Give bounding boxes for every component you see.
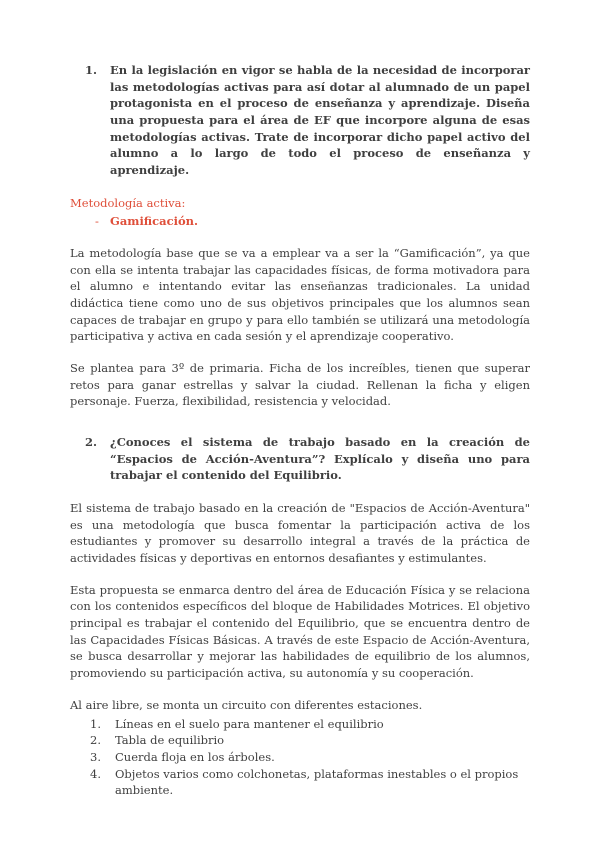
list-item-text: Tabla de equilibrio bbox=[115, 733, 225, 748]
list-item-number: 3. bbox=[90, 749, 101, 764]
question-1-number: 1. bbox=[85, 63, 98, 77]
question-1-text: En la legislación en vigor se habla de la necesidad de incorporar las metodologías activas para así dotar al alumnado de un papel protagonista en el proceso de enseñanza y aprendizaje. Diseña una propuesta para el área de EF que incorpore alguna de esas metodologías activas. Trate de incorporar dicho papel activo del alumno a lo largo de todo el proceso de enseñanza y aprendizaje. bbox=[110, 63, 530, 178]
question-1 bbox=[70, 62, 530, 179]
question-2-number: 2. bbox=[85, 435, 98, 450]
methodology-heading: Metodología activa: bbox=[70, 195, 186, 210]
gamification-bullet bbox=[70, 213, 530, 230]
bullet-dash: - bbox=[95, 214, 99, 229]
paragraph-gamification-explanation: La metodología base que se va a emplear va a ser la “Gamificación”, ya que con ella se intenta trabajar las capacidades físicas, de forma motivadora para el alumno e intentando evitar las enseñanzas tradicionales. La unidad didáctica tiene como uno de sus objetivos principales que los alumnos sean capaces de trabajar en grupo y para ello también se utilizará una metodología participativa y activa en cada sesión y el aprendizaje cooperativo. bbox=[70, 246, 530, 344]
list-item bbox=[70, 732, 530, 749]
station-list bbox=[70, 716, 530, 799]
paragraph-equilibrium-content: Esta propuesta se enmarca dentro del área de Educación Física y se relaciona con los contenidos específicos del bloque de Habilidades Motrices. El objetivo principal es trabajar el contenido del Equilibrio, que se encuentra dentro de las Capacidades Físicas Básicas. A través de este Espacio de Acción-Aventura, se busca desarrollar y mejorar las habilidades de equilibrio de los alumnos, promoviendo su participación activa, su autonomía y su cooperación. bbox=[70, 582, 530, 681]
list-item bbox=[70, 716, 530, 733]
list-item-number: 4. bbox=[90, 766, 101, 781]
list-item bbox=[70, 749, 530, 766]
question-2-text: ¿Conoces el sistema de trabajo basado en la creación de “Espacios de Acción-Aventura”? Explícalo y diseña uno para trabajar el contenido del Equilibrio. bbox=[110, 435, 530, 483]
bullet-label: Gamificación. bbox=[110, 214, 199, 229]
list-item bbox=[70, 766, 530, 799]
list-item-text: Líneas en el suelo para mantener el equilibrio bbox=[115, 716, 384, 731]
question-2 bbox=[70, 434, 530, 484]
paragraph-circuit-intro: Al aire libre, se monta un circuito con diferentes estaciones. bbox=[70, 697, 423, 712]
paragraph-action-adventure-definition: El sistema de trabajo basado en la creación de "Espacios de Acción-Aventura" es una metodología que busca fomentar la participación activa de los estudiantes y promover su desarrollo integral a través de la práctica de actividades físicas y deportivas en entornos desafiantes y estimulantes. bbox=[70, 501, 530, 566]
list-item-text: Cuerda floja en los árboles. bbox=[115, 749, 275, 764]
list-item-text: Objetos varios como colchonetas, plataformas inestables o el propios ambiente. bbox=[115, 766, 519, 798]
list-item-number: 2. bbox=[90, 733, 101, 748]
list-item-number: 1. bbox=[90, 716, 101, 731]
paragraph-primaria-plan: Se plantea para 3º de primaria. Ficha de los increíbles, tienen que superar retos para ganar estrellas y salvar la ciudad. Rellenan la ficha y eligen personaje. Fuerza, flexibilidad, resistencia y velocidad. bbox=[70, 361, 530, 409]
